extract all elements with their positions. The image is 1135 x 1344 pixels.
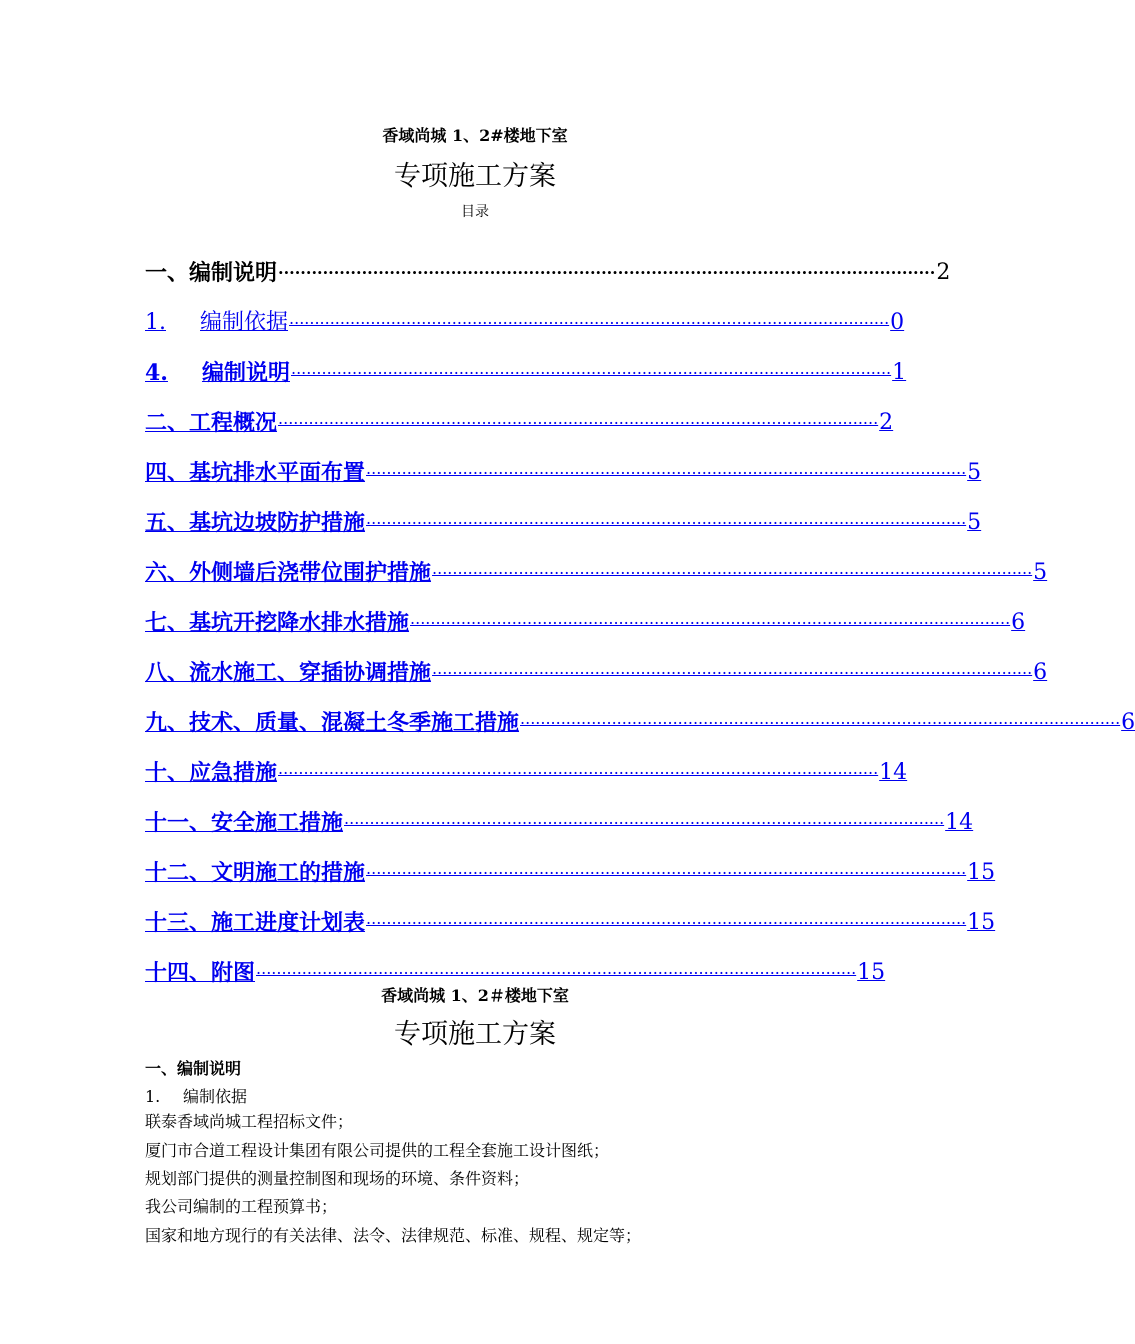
toc-entry[interactable] bbox=[145, 938, 886, 988]
toc-leader: ...................................................................................................................... bbox=[290, 359, 892, 378]
body-paragraph: 国家和地方现行的有关法律、法令、法律规范、标准、规程、规定等； bbox=[145, 1226, 642, 1245]
toc-page-number: 5 bbox=[1033, 560, 1048, 585]
toc-leader: ...................................................................................................................... bbox=[432, 659, 1033, 678]
toc-page-number: 6 bbox=[1121, 710, 1135, 735]
toc-leader: ...................................................................................................................... bbox=[432, 559, 1033, 578]
body-document-title: 专项施工方案 bbox=[394, 1019, 556, 1050]
toc-leader: ...................................................................................................................... bbox=[344, 809, 945, 828]
toc-page-number: 0 bbox=[890, 310, 905, 335]
toc-entry-text: 十四、附图 bbox=[145, 960, 256, 986]
toc-page-number: 14 bbox=[945, 810, 974, 835]
toc-entry[interactable] bbox=[145, 238, 951, 288]
toc-page-number: 2 bbox=[936, 260, 951, 285]
toc-page-number: 5 bbox=[967, 510, 982, 535]
toc-entry[interactable] bbox=[145, 738, 908, 788]
project-title: 香域尚城 1、2#楼地下室 bbox=[382, 126, 568, 145]
toc-entry-text: 二、工程概况 bbox=[145, 410, 278, 436]
toc-entry[interactable] bbox=[145, 688, 1135, 738]
toc-entry[interactable] bbox=[145, 638, 1048, 688]
toc-entry[interactable] bbox=[145, 538, 1048, 588]
document-title: 专项施工方案 bbox=[394, 161, 556, 192]
toc-leader: ...................................................................................................................... bbox=[520, 709, 1121, 728]
toc-leader: ...................................................................................................................... bbox=[256, 959, 857, 978]
toc-leader: ...................................................................................................................... bbox=[410, 609, 1011, 628]
body-paragraph: 规划部门提供的测量控制图和现场的环境、条件资料； bbox=[145, 1169, 530, 1188]
toc-leader: ...................................................................................................................... bbox=[278, 759, 879, 778]
toc-entry-text: 十一、安全施工措施 bbox=[145, 810, 344, 836]
toc-page-number: 6 bbox=[1033, 660, 1048, 685]
toc-entry-text: 十二、文明施工的措施 bbox=[145, 860, 366, 886]
toc-entry-text: 编制依据 bbox=[200, 310, 289, 335]
toc-page-number: 15 bbox=[967, 910, 996, 935]
toc-entry[interactable] bbox=[145, 488, 982, 538]
toc-entry-text: 八、流水施工、穿插协调措施 bbox=[145, 660, 432, 686]
toc-leader: ...................................................................................................................... bbox=[289, 309, 890, 328]
section-heading: 一、编制说明 bbox=[145, 1059, 242, 1078]
subsection-heading bbox=[145, 1084, 247, 1107]
toc-page-number: 5 bbox=[967, 460, 982, 485]
toc-page-number: 15 bbox=[967, 860, 996, 885]
toc-entry-number: 1. bbox=[145, 310, 166, 335]
toc-entry-text: 十、应急措施 bbox=[145, 760, 278, 786]
body-paragraph: 我公司编制的工程预算书； bbox=[145, 1197, 338, 1216]
toc-leader: ...................................................................................................................... bbox=[366, 859, 967, 878]
toc-entry-text: 六、外侧墙后浇带位围护措施 bbox=[145, 560, 432, 586]
subsection-number: 1. bbox=[145, 1087, 161, 1106]
toc-entry-number: 4. bbox=[145, 360, 168, 386]
toc-leader: ...................................................................................................................... bbox=[278, 259, 936, 278]
toc-entry-text: 五、基坑边坡防护措施 bbox=[145, 510, 366, 536]
toc-entry[interactable] bbox=[145, 438, 982, 488]
table-of-contents bbox=[145, 238, 1135, 988]
toc-leader: ...................................................................................................................... bbox=[366, 509, 967, 528]
toc-entry[interactable] bbox=[145, 838, 996, 888]
toc-leader: ...................................................................................................................... bbox=[366, 909, 967, 928]
toc-page-number: 6 bbox=[1011, 610, 1026, 635]
toc-entry[interactable] bbox=[145, 888, 996, 938]
toc-entry-text: 十三、施工进度计划表 bbox=[145, 910, 366, 936]
toc-page-number: 2 bbox=[879, 410, 894, 435]
toc-entry[interactable] bbox=[145, 338, 907, 388]
toc-entry[interactable] bbox=[145, 788, 974, 838]
toc-entry[interactable] bbox=[145, 288, 905, 338]
toc-page-number: 14 bbox=[879, 760, 908, 785]
toc-leader: ...................................................................................................................... bbox=[366, 459, 967, 478]
toc-page-number: 15 bbox=[857, 960, 886, 985]
toc-entry[interactable] bbox=[145, 388, 894, 438]
toc-entry[interactable] bbox=[145, 588, 1026, 638]
toc-label: 目录 bbox=[461, 204, 489, 220]
toc-entry-text: 九、技术、质量、混凝土冬季施工措施 bbox=[145, 710, 520, 736]
body-project-title: 香域尚城 1、2＃楼地下室 bbox=[381, 986, 569, 1005]
body-paragraph: 联泰香域尚城工程招标文件； bbox=[145, 1112, 354, 1131]
toc-entry-text: 七、基坑开挖降水排水措施 bbox=[145, 610, 410, 636]
subsection-title: 编制依据 bbox=[183, 1087, 248, 1106]
body-paragraph: 厦门市合道工程设计集团有限公司提供的工程全套施工设计图纸； bbox=[145, 1141, 610, 1160]
toc-entry-text: 四、基坑排水平面布置 bbox=[145, 460, 366, 486]
toc-page-number: 1 bbox=[892, 360, 907, 385]
toc-entry-text: 编制说明 bbox=[201, 360, 290, 386]
toc-leader: ...................................................................................................................... bbox=[278, 409, 879, 428]
toc-entry-text: 一、编制说明 bbox=[145, 260, 278, 286]
